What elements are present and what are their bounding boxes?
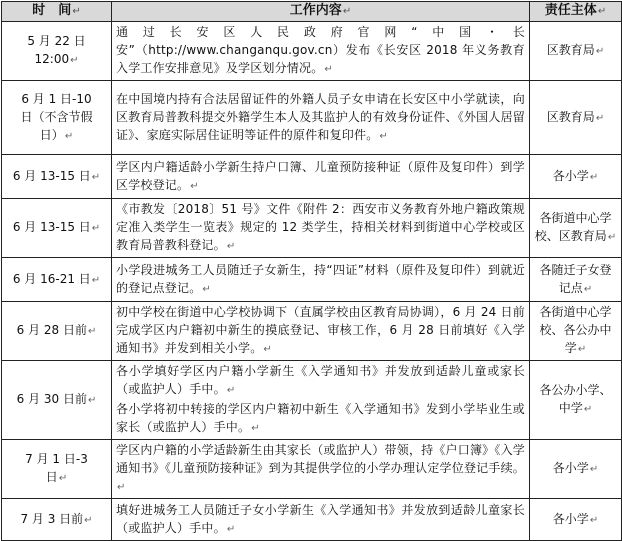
row-time: 5 月 22 日 12:00↵ <box>2 22 112 81</box>
row-time: 6 月 30 日前↵ <box>2 361 112 440</box>
row-time: 6 月 13-15 日↵ <box>2 199 112 258</box>
header-responsible: 责任主体↵ <box>530 2 622 22</box>
row-responsible: 各街道中心学校、区教育局↵ <box>530 199 622 258</box>
row-responsible: 各小学↵ <box>530 440 622 499</box>
table-row <box>2 22 622 81</box>
row-content: 学区内户籍的小学适龄新生由其家长（或监护人）带领，持《户口簿》《入学通知书》《儿童预防接种证》到为其提供学位的小学办理认定学位登记手续。↵ <box>112 440 530 499</box>
table-header-row <box>2 2 622 22</box>
table-row <box>2 302 622 361</box>
row-responsible: 各公办小学、中学↵ <box>530 361 622 440</box>
row-responsible: 各小学↵ <box>530 155 622 199</box>
row-content: 小学段进城务工人员随迁子女新生，持“四证”材料（原件及复印件）到就近的登记点登记。↵ <box>112 258 530 302</box>
row-content: 填好进城务工人员随迁子女小学新生《入学通知书》并发放到适龄儿童家长（或监护人）手中。↵ <box>112 499 530 541</box>
row-content: 在中国境内持有合法居留证件的外籍人员子女申请在长安区中小学就读，向区教育局普教科提交外籍学生本人及其监护人的有效身份证件、《外国人居留证》、家庭实际居住证明等证件的原件和复印件。↵ <box>112 81 530 155</box>
row-time: 6 月 28 日前↵ <box>2 302 112 361</box>
row-time: 7 月 1 日-3 日↵ <box>2 440 112 499</box>
header-time: 时 间↵ <box>2 2 112 22</box>
table-row <box>2 258 622 302</box>
header-content: 工作内容↵ <box>112 2 530 22</box>
table-row <box>2 440 622 499</box>
row-content: 各小学填好学区内户籍小学新生《入学通知书》并发放到适龄儿童或家长（或监护人）手中。↵ 各小学将初中转接的学区内户籍初中新生《入学通知书》发到小学毕业生或家长（或监护人）手中。↵ <box>112 361 530 440</box>
table-row <box>2 81 622 155</box>
row-content: 初中学校在街道中心学校协调下（直属学校由区教育局协调），6 月 24 日前完成学区内户籍初中新生的摸底登记、审核工作，6 月 28 日前填好《入学通知书》并发到相关小学。↵ <box>112 302 530 361</box>
row-responsible: 区教育局↵ <box>530 22 622 81</box>
row-responsible: 区教育局↵ <box>530 81 622 155</box>
enrollment-schedule-table <box>1 1 622 541</box>
row-content: 学区内户籍适龄小学新生持户口簿、儿童预防接种证（原件及复印件）到学区学校登记。↵ <box>112 155 530 199</box>
row-time: 7 月 3 日前↵ <box>2 499 112 541</box>
table-row <box>2 155 622 199</box>
row-content: 《市教发〔2018〕51 号》文件《附件 2：西安市义务教育外地户籍政策规定准入类学生一览表》规定的 12 类学生，持相关材料到街道中心学校或区教育局普教科登记。↵ <box>112 199 530 258</box>
row-content: 通过长安区人民政府官网“中国・长安”（http://www.changanqu.gov.cn）发布《长安区 2018 年义务教育入学工作安排意见》及学区划分情况。↵ <box>112 22 530 81</box>
row-responsible: 各小学↵ <box>530 499 622 541</box>
table-row <box>2 199 622 258</box>
table-row <box>2 499 622 541</box>
row-responsible: 各街道中心学校、各公办中学↵ <box>530 302 622 361</box>
row-time: 6 月 13-15 日↵ <box>2 155 112 199</box>
table-row <box>2 361 622 440</box>
row-time: 6 月 1 日-10 日（不含节假 日）↵ <box>2 81 112 155</box>
row-time: 6 月 16-21 日↵ <box>2 258 112 302</box>
row-responsible: 各随迁子女登记点↵ <box>530 258 622 302</box>
